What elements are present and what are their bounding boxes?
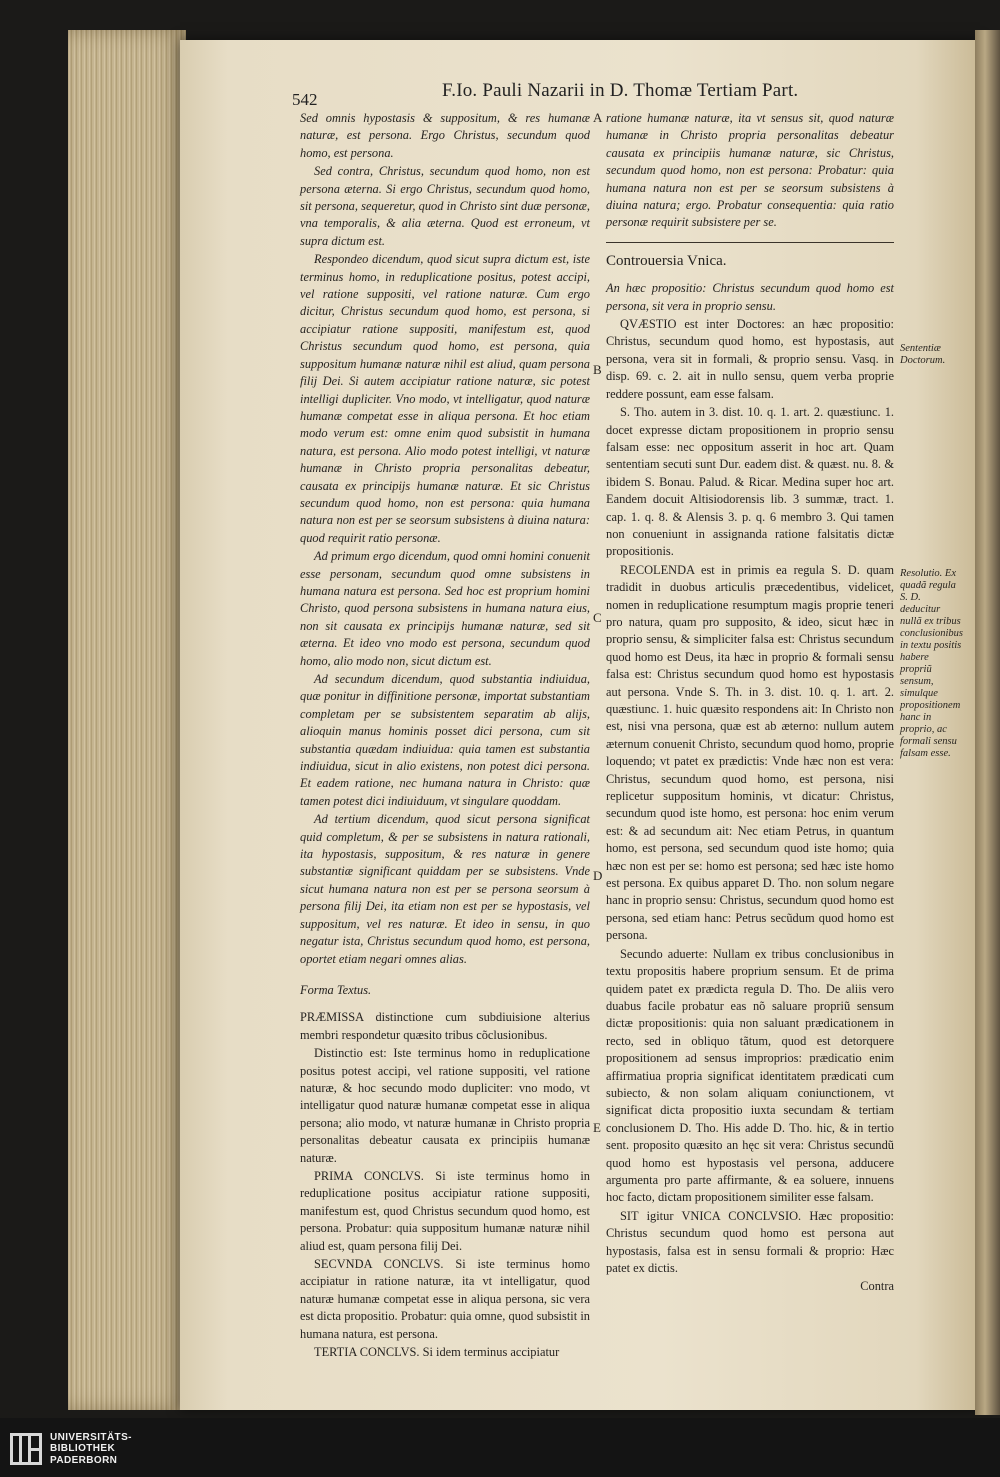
right-column	[606, 110, 894, 1297]
catchword: Contra	[860, 1279, 894, 1294]
paragraph: QVÆSTIO est inter Doctores: an hæc propositio: Christus, secundum quod homo, est hypostasis, aut persona, vera sit in formali, & proprio sensu. Vasq. in disp. 69. c. 2. ait in nullo sensu, quem verba proprie reddere possunt, eam esse falsam.	[606, 317, 894, 401]
paragraph: Sed omnis hypostasis & suppositum, & res humanæ naturæ, est persona. Ergo Christus, secundum quod homo, est persona.	[300, 111, 590, 160]
paragraph: S. Tho. autem in 3. dist. 10. q. 1. art. 2. quæstiunc. 1. docet expresse dictam propositionem in proprio sensu falsam esse: nec oppositum asserit in hoc art. Quam sententiam secuti sunt Dur. eadem dist. & quæst. nu. 8. & ibidem S. Bonau. Palud. & Ricar. Medina super hoc art. Eandem docuit Altisiodorensis lib. 3 summæ, tract. 1. cap. 1. q. 8. & Alensis 3. p. q. 6 membro 3. Qui tamen non conueniunt in assignanda ratione falsitatis dictæ propositionis.	[606, 405, 894, 559]
library-emblem-icon	[10, 1433, 42, 1465]
controversy-title: Controuersia Vnica.	[606, 252, 727, 269]
margin-letter: D	[593, 868, 603, 883]
paragraph: PRÆMISSA distinctione cum subdiuisione alterius membri respondetur quæsito tribus cõclusionibus.	[300, 1010, 590, 1042]
next-page-edge	[975, 30, 1000, 1415]
library-name	[50, 1432, 132, 1467]
section-divider	[606, 242, 894, 243]
controversy-question: An hæc propositio: Christus secundum quod homo est persona, sit vera in proprio sensu.	[606, 281, 894, 313]
paragraph: SIT igitur VNICA CONCLVSIO. Hæc propositio: Christus secundum quod homo est persona aut hypostasis, falsa est in sensu formali & proprio: Hæc patet ex dictis.	[606, 1208, 894, 1275]
margin-note: Resolutio. Ex quadã regula S. D. deducitur nullã ex tribus conclusionibus in textu positis habere propriũ sensum, simulque propositionem hanc in proprio, ac formali sensu falsam esse.	[900, 568, 963, 759]
paragraph: Sed contra, Christus, secundum quod homo, non est persona æterna. Si ergo Christus, secundum quod homo, sit persona, sequeretur, quod in Christo sint duæ personæ, vna temporalis, & alia æterna. Quod est erroneum, vt supra dictum est.	[300, 164, 590, 248]
section-heading: Forma Textus.	[300, 982, 372, 997]
running-head: F.Io. Pauli Nazarii in D. Thomæ Tertiam Part.	[442, 80, 799, 101]
book-page-edges	[68, 30, 186, 1410]
paragraph: ratione humanæ naturæ, ita vt sensus sit, quod naturæ humanæ in Christo propria personalitas debeatur causata ex principiis humanæ naturæ, sic Christus, secundum quod homo, non est persona: Probatur: quia humana natura non est per se seorsum subsistens à diuina natura; ergo. Probatur consequentia: quia ratio personæ requirit subsistere per se.	[606, 111, 894, 230]
library-logo	[10, 1426, 150, 1472]
library-name-line: UNIVERSITÄTS-	[50, 1431, 132, 1443]
paragraph: RECOLENDA est in primis ea regula S. D. quam tradidit in duobus articulis præcedentibus, videlicet, nomen in reduplicatione resumptum magis proprie teneri pro natura, quam pro supposito, & ideo, sicut hæc in proprio sensu, & simpliciter falsa est: Christus secundum quod homo est Deus, ita hæc in proprio & formali sensu falsa est: Christus secundum quod homo est hypostasis aut persona. Vnde S. Th. in 3. dist. 10. q. 1. art. 2. quæstiunc. 1. huic quæsito respondens ait: In Christo non est, nisi vna persona, quæ est ab æterno: nullum autem æternum conuenit Christo, secundum quod homo, proprie loquendo; vt patet ex prædictis: Vnde hæc non est vera: Christus, secundum quod homo, est persona, nisi replicetur suppositum hominis, vt dicatur: Christus, secundum quod iste homo, est persona: hoc enim verum est: & ad secundum ait: Nec etiam Petrus, in quantum homo, est persona, sed secundum quod iste homo; quia hæc non est per se: homo est persona; sed hæc iste homo est persona. Ex quibus apparet D. Tho. non solum negare hanc in proprio sensu: Christus, secundum quod homo est persona, sed etiam hanc: Petrus secũdum quod homo est persona.	[606, 562, 894, 943]
margin-letter: A	[593, 110, 603, 125]
paragraph: Respondeo dicendum, quod sicut supra dictum est, iste terminus homo, in reduplicatione positus, potest accipi, vel ratione suppositi, vel ratione naturæ. Cum ergo dicitur, Christus secundum quod homo, est persona, si accipiatur ratione suppositi, manifestum est, quod Christus secundum quod homo, est persona, quia suppositum humanæ naturæ nihil est aliud, quam persona filij Dei. Si autem accipiatur ratione naturæ, sic potest intelligi dupliciter. Vno modo, vt intelligatur, quod naturæ humanæ competat esse in aliqua persona. Et hoc etiam modo verum est: omne enim quod subsistit in humana natura, est persona. Alio modo potest intelligi, vt naturæ humanæ in Christo propria personalitas debeatur, causata ex principijs humanæ naturæ. Et sic Christus secundum quod homo, non est persona: quia humana natura non est per se seorsum subsistens à diuina natura: quod requirit ratio personæ.	[300, 252, 590, 545]
paragraph: TERTIA CONCLVS. Si idem terminus accipiatur	[314, 1345, 560, 1360]
margin-letter: E	[593, 1120, 601, 1135]
page-header	[292, 80, 892, 108]
margin-letter: B	[593, 362, 602, 377]
margin-letter: C	[593, 610, 602, 625]
paragraph: Distinctio est: Iste terminus homo in reduplicatione positus potest accipi, vel ratione suppositi, vel ratione naturæ, & hoc secundo modo dupliciter: vno modo, vt intelligatur quod naturæ humanæ competat esse in aliqua persona; alio modo, vt naturæ humanæ in Christo propria personalitas debeatur causata ex principiis humanæ naturæ.	[300, 1046, 590, 1165]
paragraph: Ad primum ergo dicendum, quod omni homini conuenit esse personam, secundum quod omne subsistens in humana natura est persona. Sed hoc est proprium homini Christo, quod persona subsistens in humana natura eius, non sit causata ex principijs humanæ naturæ, sed sit æterna. Et ideo vno modo est persona, secundum quod homo, alio modo non, sicut dictum est.	[300, 549, 590, 668]
margin-note: Sententiæ Doctorum.	[900, 343, 946, 366]
paragraph: PRIMA CONCLVS. Si iste terminus homo in reduplicatione positus accipiatur ratione suppositi, manifestum est, quod Christus secundum quod homo, est persona. Probatur: quia suppositum humanæ naturæ nihil aliud est, quam persona filij Dei.	[300, 1168, 590, 1253]
paragraph: Ad tertium dicendum, quod sicut persona significat quid completum, & per se subsistens in natura rationali, ita hypostasis, suppositum, & res naturæ in genere substantiæ significant quiddam per se subsistens. Vnde sicut humana natura non est per se persona seorsum à persona filij Dei, ita etiam non est per se hypostasis, vel suppositum, vel res naturæ. Et ideo in sensu, in quo negatur ista, Christus secundum quod homo, est persona, oportet etiam negari omnes alias.	[300, 812, 590, 966]
paragraph: Ad secundum dicendum, quod substantia indiuidua, quæ ponitur in diffinitione personæ, importat substantiam completam per se subsistentem separatim ab alijs, alioquin manus hominis posset dici persona, cum sit substantia quædam indiuidua: quia tamen est substantia indiuidua, sicut in alio existens, non potest dici persona. Et eadem ratione, nec humana natura in Christo: quæ tamen potest dici indiuiduum, vt singulare quoddam.	[300, 672, 590, 808]
paragraph: SECVNDA CONCLVS. Si iste terminus homo accipiatur in ratione naturæ, ita vt intelligatur, quod naturæ humanæ competat esse in aliqua persona, sic vera est dicta propositio. Probatur: quia omne, quod subsistit in humana natura, est persona.	[300, 1257, 590, 1341]
library-name-line: BIBLIOTHEK	[50, 1443, 116, 1455]
paragraph: Secundo aduerte: Nullam ex tribus conclusionibus in textu propositis habere proprium sensum. Et de prima quidem patet ex prædicta regula D. Tho. De aliis vero duabus facile probatur eas nõ saluare propriũ sensum dictæ propositionis: quia non saluant prædicationem in recto, sed in obliquo tãtum, quod est detorquere propositionem ad sensus improprios: prædicatio enim affirmatiua propria significat identitatem prædicati cum subiecto, & non solam aliquam coniunctionem, vt significat dicta propositio iuxta secundam & tertiam conclusionem D. Tho. His adde D. Tho. hic, & in tertio sent. proposito quæsito an hęc sit vera: Christus secundũ quod homo est hypostasis vel persona, adducere argumenta pro parte affirmante, & ea soluere, innuens hoc facto, dictam propositionem similiter esse falsam.	[606, 946, 894, 1205]
book-page	[180, 40, 980, 1410]
library-name-line: PADERBORN	[50, 1454, 118, 1466]
left-column	[300, 110, 590, 1362]
page-number: 542	[292, 90, 318, 109]
